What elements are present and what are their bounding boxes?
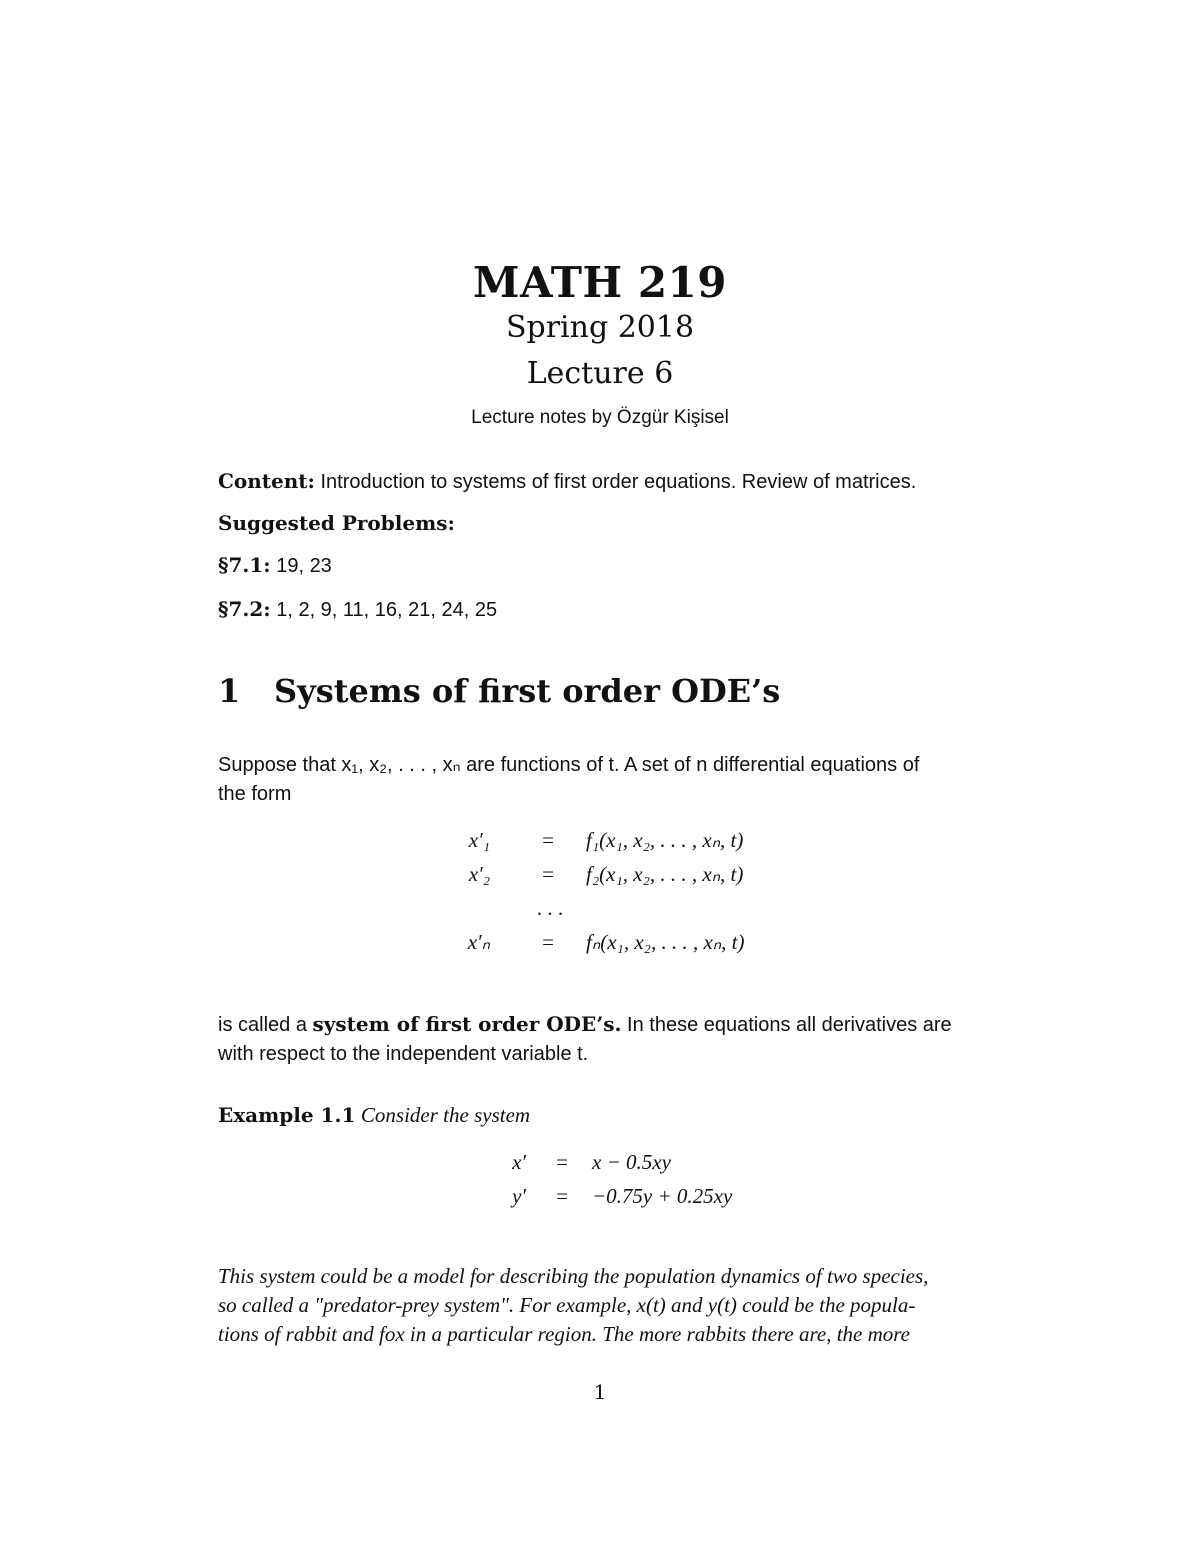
lecture-number: Lecture 6 [526, 356, 674, 391]
equation-lhs: y′ [512, 1184, 526, 1208]
equation-ellipsis: . . . [536, 896, 564, 920]
intro-line-2: the form [218, 783, 292, 805]
equation-lhs: x′ [512, 1150, 526, 1174]
equation-lhs: x′ₙ [467, 930, 490, 954]
content-text: Introduction to systems of first order equations. Review of matrices. [320, 471, 917, 493]
page-number: 1 [593, 1380, 607, 1404]
example-label: Example 1.1 [218, 1103, 356, 1127]
equation-relation: = [556, 1150, 568, 1174]
equation-relation: = [556, 1184, 568, 1208]
definition-term: system of first order ODE’s. [312, 1012, 622, 1036]
equation-rhs: f₁(x₁, x₂, . . . , xₙ, t) [586, 828, 744, 852]
definition-suffix: In these equations all derivatives are [621, 1014, 952, 1036]
section-title: Systems of first order ODE’s [274, 672, 781, 710]
section-number: 1 [218, 672, 241, 710]
problem-line-7-1 [218, 550, 1058, 581]
example-equation-1 [480, 1150, 800, 1180]
problem-line-7-2 [218, 594, 1058, 625]
example-text-line-2: so called a "predator-prey system". For example, x(t) and y(t) could be the popula- [218, 1293, 916, 1317]
system-ellipsis [430, 896, 830, 926]
equation-rhs: fₙ(x₁, x₂, . . . , xₙ, t) [586, 930, 745, 954]
equation-rhs: −0.75y + 0.25xy [592, 1184, 733, 1208]
equation-rhs: f₂(x₁, x₂, . . . , xₙ, t) [586, 862, 744, 886]
problem-section: §7.2: [218, 597, 271, 621]
content-label: Content: [218, 469, 315, 493]
example-lead: Consider the system [360, 1103, 531, 1127]
problem-list: 1, 2, 9, 11, 16, 21, 24, 25 [276, 599, 498, 621]
problem-section: §7.1: [218, 553, 271, 577]
equation-relation: = [542, 930, 554, 954]
definition-line-2: with respect to the independent variable t. [218, 1043, 589, 1065]
equation-lhs: x′₂ [468, 862, 490, 886]
course-title: MATH 219 [472, 258, 727, 307]
system-equation-2 [430, 862, 830, 892]
suggested-problems-heading [218, 508, 1058, 539]
equation-rhs: x − 0.5xy [592, 1150, 671, 1174]
system-equation-n [430, 930, 830, 960]
equation-relation: = [542, 862, 554, 886]
example-text-line-3: tions of rabbit and fox in a particular region. The more rabbits there are, the more [218, 1322, 910, 1346]
section-heading [218, 672, 780, 710]
equation-lhs: x′₁ [468, 828, 490, 852]
equation-relation: = [542, 828, 554, 852]
example-equation-2 [480, 1184, 800, 1214]
author-line: Lecture notes by Özgür Kişisel [471, 407, 729, 428]
problem-list: 19, 23 [276, 555, 332, 577]
example-heading [218, 1100, 1058, 1131]
semester: Spring 2018 [505, 310, 695, 345]
content-line [218, 466, 1058, 497]
system-equation-1 [430, 828, 830, 858]
intro-line-1: Suppose that x₁, x₂, . . . , xₙ are functions of t. A set of n differential equations of [218, 754, 920, 776]
example-text-line-1: This system could be a model for describing the population dynamics of two species, [218, 1264, 929, 1288]
definition-prefix: is called a [218, 1014, 313, 1036]
suggested-label: Suggested Problems: [218, 511, 455, 535]
definition-line-1 [218, 1010, 1058, 1040]
